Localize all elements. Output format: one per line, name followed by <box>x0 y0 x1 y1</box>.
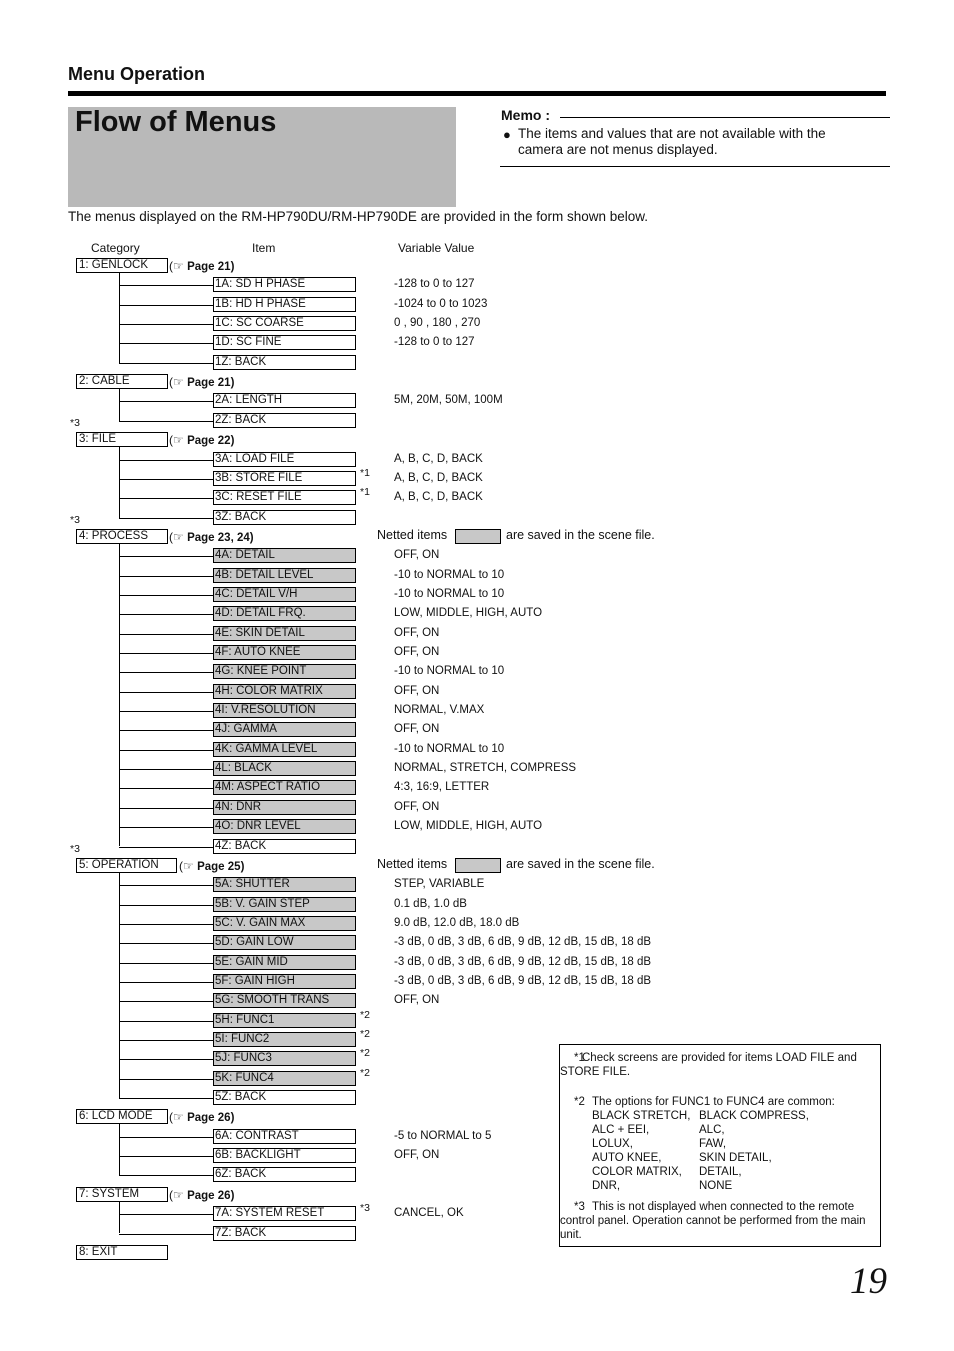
tree-branch <box>119 808 213 809</box>
netted-swatch <box>455 529 501 544</box>
menu-item: 1A: SD H PHASE <box>213 277 356 292</box>
item-value: OFF, ON <box>394 626 440 639</box>
page-reference-text: Page 21) <box>187 377 235 390</box>
tree-branch <box>119 595 213 596</box>
netted-swatch <box>455 858 501 873</box>
tree-connector <box>119 447 120 517</box>
menu-item: 5F: GAIN HIGH <box>213 974 356 989</box>
page-reference <box>169 259 234 273</box>
tree-branch <box>119 905 213 906</box>
menu-item: 5C: V. GAIN MAX <box>213 916 356 931</box>
item-value: OFF, ON <box>394 646 440 658</box>
tree-branch <box>119 730 213 731</box>
menu-item: 1B: HD H PHASE <box>213 297 356 312</box>
tree-branch <box>119 285 213 286</box>
pointing-hand-icon: (☞ <box>179 858 198 873</box>
page-number: 19 <box>850 1261 887 1302</box>
page-reference <box>169 1110 234 1124</box>
tree-branch <box>119 963 213 964</box>
tree-branch <box>119 982 213 983</box>
tree-branch <box>119 788 213 789</box>
item-value: 4:3, 16:9, LETTER <box>394 781 490 794</box>
menu-item: 5Z: BACK <box>213 1090 356 1105</box>
menu-category: 7: SYSTEM <box>76 1187 168 1202</box>
tree-connector <box>119 389 120 421</box>
menu-category: 1: GENLOCK <box>76 258 168 273</box>
menu-item: 1Z: BACK <box>213 355 356 370</box>
footnote-mark: *3 <box>360 1202 370 1215</box>
item-value: 9.0 dB, 12.0 dB, 18.0 dB <box>394 916 520 929</box>
item-value: OFF, ON <box>394 549 440 562</box>
menu-item: 4N: DNR <box>213 800 356 815</box>
tree-branch <box>119 421 213 422</box>
menu-item: 6A: CONTRAST <box>213 1129 356 1144</box>
menu-item: 4M: ASPECT RATIO <box>213 780 356 795</box>
menu-category: 3: FILE <box>76 432 168 447</box>
item-value: -5 to NORMAL to 5 <box>394 1129 492 1142</box>
tree-branch <box>119 1021 213 1022</box>
page-reference-text: Page 26) <box>187 1112 235 1125</box>
tree-branch <box>119 769 213 770</box>
menu-item: 4A: DETAIL <box>213 548 356 563</box>
tree-branch <box>119 1234 213 1235</box>
menu-item: 3Z: BACK <box>213 510 356 525</box>
note2-options-left: BLACK STRETCH, ALC + EEI, LOLUX, AUTO KNEE, COLOR MATRIX, DNR, <box>592 1110 691 1192</box>
netted-label: Netted items <box>377 527 448 542</box>
menu-item: 5B: V. GAIN STEP <box>213 897 356 912</box>
item-value: -3 dB, 0 dB, 3 dB, 6 dB, 9 dB, 12 dB, 15 dB, 18 dB <box>394 936 652 949</box>
pointing-hand-icon: (☞ <box>169 375 188 390</box>
footnote-mark: *2 <box>360 1028 370 1040</box>
tree-branch <box>119 885 213 886</box>
tree-connector <box>119 873 120 1098</box>
pointing-hand-icon: (☞ <box>169 1110 188 1125</box>
pointing-hand-icon: (☞ <box>169 433 188 448</box>
menu-item: 6B: BACKLIGHT <box>213 1148 356 1163</box>
menu-item: 5E: GAIN MID <box>213 955 356 970</box>
page-reference <box>169 433 234 447</box>
item-value: 0 , 90 , 180 , 270 <box>394 317 481 330</box>
tree-branch <box>119 1001 213 1002</box>
tree-branch <box>119 1098 213 1099</box>
note1-text: Check screens are provided for items LOAD FILE and STORE FILE. <box>560 1052 857 1078</box>
page-reference <box>169 1188 234 1202</box>
footnote-mark: *1 <box>360 486 370 499</box>
tree-branch <box>119 401 213 402</box>
footnote-mark: *3 <box>70 842 80 855</box>
pointing-hand-icon: (☞ <box>169 529 188 544</box>
item-value: OFF, ON <box>394 723 440 736</box>
menu-item: 5D: GAIN LOW <box>213 935 356 950</box>
menu-item: 5H: FUNC1 <box>213 1013 356 1028</box>
tree-branch <box>119 1137 213 1138</box>
menu-item: 4J: GAMMA <box>213 722 356 737</box>
memo-label: Memo : <box>501 107 550 123</box>
menu-item: 4K: GAMMA LEVEL <box>213 742 356 757</box>
tree-branch <box>119 460 213 461</box>
tree-branch <box>119 1156 213 1157</box>
menu-item: 4I: V.RESOLUTION <box>213 703 356 718</box>
tree-branch <box>119 324 213 325</box>
menu-item: 4E: SKIN DETAIL <box>213 626 356 641</box>
page-reference <box>169 530 254 544</box>
menu-category: 8: EXIT <box>76 1245 168 1260</box>
netted-note: are saved in the scene file. <box>506 527 655 542</box>
menu-item: 4Z: BACK <box>213 839 356 854</box>
menu-item: 1D: SC FINE <box>213 335 356 350</box>
item-value: A, B, C, D, BACK <box>394 471 483 484</box>
notes-box <box>559 1044 881 1247</box>
item-value: LOW, MIDDLE, HIGH, AUTO <box>394 607 543 620</box>
item-value: -3 dB, 0 dB, 3 dB, 6 dB, 9 dB, 12 dB, 15 dB, 18 dB <box>394 974 652 987</box>
page-reference <box>179 859 244 873</box>
tree-branch <box>119 518 213 519</box>
tree-branch <box>119 847 213 848</box>
tree-branch <box>119 576 213 577</box>
note2-text: The options for FUNC1 to FUNC4 are common: <box>592 1096 835 1108</box>
tree-branch <box>119 1175 213 1176</box>
menu-category: 5: OPERATION <box>76 858 177 873</box>
menu-item: 5K: FUNC4 <box>213 1071 356 1086</box>
menu-item: 7Z: BACK <box>213 1226 356 1241</box>
item-value: -10 to NORMAL to 10 <box>394 568 505 581</box>
item-value: -3 dB, 0 dB, 3 dB, 6 dB, 9 dB, 12 dB, 15 dB, 18 dB <box>394 955 652 968</box>
menu-item: 5A: SHUTTER <box>213 877 356 892</box>
menu-item: 2Z: BACK <box>213 413 356 428</box>
tree-branch <box>119 827 213 828</box>
item-value: OFF, ON <box>394 684 440 697</box>
item-value: NORMAL, V.MAX <box>394 704 485 717</box>
menu-item: 4H: COLOR MATRIX <box>213 684 356 699</box>
footnote-mark: *3 <box>70 513 80 526</box>
item-value: A, B, C, D, BACK <box>394 452 483 465</box>
menu-item: 5G: SMOOTH TRANS <box>213 993 356 1008</box>
note3-text: This is not displayed when connected to the remote control panel. Operation cannot be performed from the main unit. <box>560 1201 866 1241</box>
tree-branch <box>119 943 213 944</box>
column-header-item: Item <box>252 241 276 255</box>
menu-item: 2A: LENGTH <box>213 393 356 408</box>
page-title: Flow of Menus <box>75 106 277 138</box>
menu-item: 4B: DETAIL LEVEL <box>213 568 356 583</box>
tree-branch <box>119 750 213 751</box>
page-reference-text: Page 26) <box>187 1189 235 1202</box>
menu-item: 3A: LOAD FILE <box>213 452 356 467</box>
tree-branch <box>119 1059 213 1060</box>
note2-options-right: BLACK COMPRESS, ALC, FAW, SKIN DETAIL, DETAIL, NONE <box>699 1110 809 1192</box>
memo-bullet-icon: ● <box>503 127 511 142</box>
tree-branch <box>119 692 213 693</box>
footnote-mark: *3 <box>70 417 80 430</box>
menu-item: 4F: AUTO KNEE <box>213 645 356 660</box>
tree-branch <box>119 479 213 480</box>
tree-branch <box>119 1079 213 1080</box>
item-value: LOW, MIDDLE, HIGH, AUTO <box>394 820 543 833</box>
page-reference-text: Page 23, 24) <box>187 531 254 544</box>
item-value: NORMAL, STRETCH, COMPRESS <box>394 762 577 775</box>
item-value: OFF, ON <box>394 1149 440 1162</box>
page-reference-text: Page 25) <box>197 860 245 873</box>
column-header-value: Variable Value <box>398 241 475 255</box>
menu-item: 1C: SC COARSE <box>213 316 356 331</box>
memo-rule <box>560 117 890 118</box>
tree-branch <box>119 305 213 306</box>
menu-item: 4G: KNEE POINT <box>213 664 356 679</box>
page-reference-text: Page 22) <box>187 435 235 448</box>
item-value: -128 to 0 to 127 <box>394 278 475 291</box>
tree-connector <box>119 273 120 363</box>
header-rule <box>68 91 886 96</box>
menu-item: 4O: DNR LEVEL <box>213 819 356 834</box>
tree-branch <box>119 711 213 712</box>
item-value: A, B, C, D, BACK <box>394 491 483 504</box>
menu-item: 3B: STORE FILE <box>213 471 356 486</box>
menu-item: 7A: SYSTEM RESET <box>213 1206 356 1221</box>
pointing-hand-icon: (☞ <box>169 1187 188 1202</box>
note2-mark: *2 <box>574 1096 585 1108</box>
menu-item: 4L: BLACK <box>213 761 356 776</box>
menu-item: 5I: FUNC2 <box>213 1032 356 1047</box>
tree-branch <box>119 363 213 364</box>
footnote-mark: *1 <box>360 466 370 479</box>
item-value: STEP, VARIABLE <box>394 878 485 891</box>
tree-branch <box>119 634 213 635</box>
pointing-hand-icon: (☞ <box>169 259 188 273</box>
menu-category: 2: CABLE <box>76 374 168 389</box>
memo-text: The items and values that are not available with the camera are not menus displayed. <box>518 126 826 157</box>
tree-branch <box>119 1214 213 1215</box>
footnote-mark: *2 <box>360 1047 370 1060</box>
footnote-mark: *2 <box>360 1066 370 1079</box>
tree-connector <box>119 1202 120 1234</box>
menu-item: 5J: FUNC3 <box>213 1051 356 1066</box>
menu-item: 4C: DETAIL V/H <box>213 587 356 602</box>
column-header-category: Category <box>91 241 140 255</box>
tree-branch <box>119 672 213 673</box>
menu-item: 3C: RESET FILE <box>213 490 356 505</box>
netted-label: Netted items <box>377 856 448 871</box>
page-reference-text: Page 21) <box>187 261 235 273</box>
section-title: Menu Operation <box>68 64 206 84</box>
netted-note: are saved in the scene file. <box>506 856 655 871</box>
tree-connector <box>119 1124 120 1175</box>
tree-branch <box>119 343 213 344</box>
note3-mark: *3 <box>574 1201 585 1213</box>
menu-category: 6: LCD MODE <box>76 1109 168 1124</box>
item-value: 0.1 dB, 1.0 dB <box>394 897 467 910</box>
tree-connector <box>119 544 120 847</box>
footnote-mark: *2 <box>360 1008 370 1021</box>
intro-text: The menus displayed on the RM-HP790DU/RM-HP790DE are provided in the form shown below. <box>68 209 649 224</box>
memo-bottom-rule <box>500 166 890 167</box>
item-value: -128 to 0 to 127 <box>394 336 475 349</box>
tree-branch <box>119 653 213 654</box>
tree-branch <box>119 1040 213 1041</box>
item-value: -10 to NORMAL to 10 <box>394 665 505 678</box>
tree-branch <box>119 924 213 925</box>
item-value: 5M, 20M, 50M, 100M <box>394 394 503 407</box>
tree-branch <box>119 498 213 499</box>
item-value: OFF, ON <box>394 800 440 813</box>
menu-category: 4: PROCESS <box>76 529 168 544</box>
menu-item: 4D: DETAIL FRQ. <box>213 606 356 621</box>
item-value: -10 to NORMAL to 10 <box>394 587 505 600</box>
page-reference <box>169 375 234 389</box>
item-value: -1024 to 0 to 1023 <box>394 297 488 310</box>
tree-branch <box>119 556 213 557</box>
note1-mark: *1 <box>574 1052 585 1064</box>
item-value: OFF, ON <box>394 994 440 1007</box>
tree-branch <box>119 614 213 615</box>
item-value: CANCEL, OK <box>394 1207 464 1220</box>
item-value: -10 to NORMAL to 10 <box>394 742 505 755</box>
menu-item: 6Z: BACK <box>213 1167 356 1182</box>
